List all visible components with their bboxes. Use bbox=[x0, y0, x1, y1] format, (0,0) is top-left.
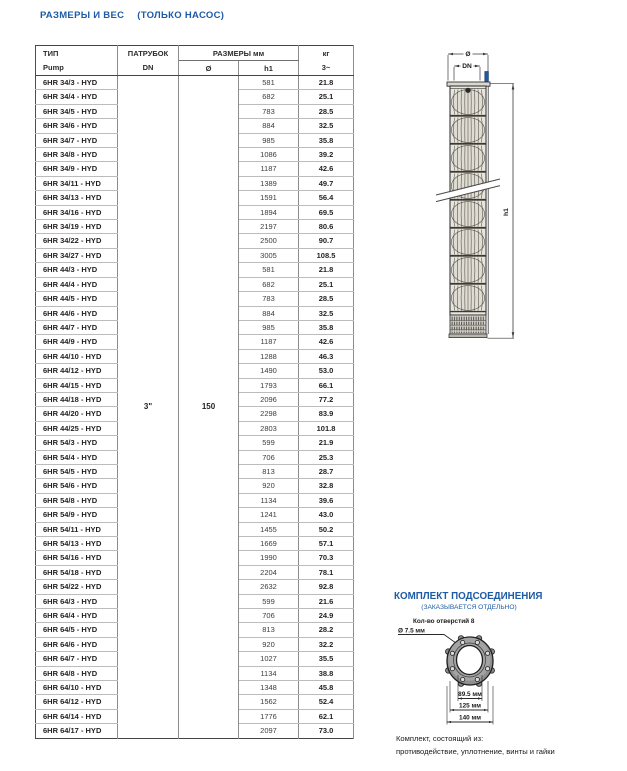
h1-value: 1793 bbox=[239, 378, 299, 392]
pump-model: 6HR 44/5 - HYD bbox=[36, 292, 118, 306]
kg-value: 66.1 bbox=[299, 378, 354, 392]
header-sizes: РАЗМЕРЫ мм bbox=[179, 46, 299, 61]
h1-value: 1134 bbox=[239, 666, 299, 680]
h1-value: 783 bbox=[239, 104, 299, 118]
kg-value: 24.9 bbox=[299, 609, 354, 623]
h1-value: 1348 bbox=[239, 681, 299, 695]
pump-model: 6HR 44/9 - HYD bbox=[36, 335, 118, 349]
kit-title: КОМПЛЕКТ ПОДСОЕДИНЕНИЯ bbox=[394, 591, 543, 602]
h1-value: 3005 bbox=[239, 248, 299, 262]
h1-value: 1669 bbox=[239, 537, 299, 551]
dn-label: DN bbox=[462, 63, 472, 71]
h1-value: 1241 bbox=[239, 508, 299, 522]
kg-value: 69.5 bbox=[299, 205, 354, 219]
kit-dim-mid: 125 мм bbox=[459, 702, 481, 710]
table-row bbox=[36, 76, 354, 90]
flange-ring bbox=[446, 636, 495, 687]
h1-value: 2096 bbox=[239, 392, 299, 406]
kg-value: 78.1 bbox=[299, 565, 354, 579]
h1-value: 1455 bbox=[239, 522, 299, 536]
h1-value: 1591 bbox=[239, 191, 299, 205]
kg-value: 42.6 bbox=[299, 162, 354, 176]
page-title-suffix: (ТОЛЬКО НАСОС) bbox=[137, 10, 225, 21]
h1-label: h1 bbox=[503, 208, 510, 216]
pump-model: 6HR 54/16 - HYD bbox=[36, 551, 118, 565]
h1-value: 2197 bbox=[239, 220, 299, 234]
suction-strainer bbox=[449, 315, 487, 338]
pump-model: 6HR 34/5 - HYD bbox=[36, 104, 118, 118]
pump-model: 6HR 34/7 - HYD bbox=[36, 133, 118, 147]
kg-value: 108.5 bbox=[299, 248, 354, 262]
kg-value: 50.2 bbox=[299, 522, 354, 536]
cable-guard bbox=[485, 72, 489, 82]
pump-model: 6HR 44/6 - HYD bbox=[36, 306, 118, 320]
h1-value: 884 bbox=[239, 119, 299, 133]
table-header bbox=[36, 46, 354, 76]
pump-model: 6HR 34/6 - HYD bbox=[36, 119, 118, 133]
header-dn-sub: DN bbox=[142, 63, 154, 72]
pump-model: 6HR 34/13 - HYD bbox=[36, 191, 118, 205]
h1-value: 2803 bbox=[239, 421, 299, 435]
kg-value: 25.1 bbox=[299, 90, 354, 104]
pump-model: 6HR 34/11 - HYD bbox=[36, 176, 118, 190]
h1-value: 1776 bbox=[239, 709, 299, 723]
h1-value: 1562 bbox=[239, 695, 299, 709]
kit-holes-label: Кол-во отверстий 8 bbox=[413, 618, 475, 625]
kit-subtitle: (ЗАКАЗЫВАЕТСЯ ОТДЕЛЬНО) bbox=[421, 604, 517, 611]
kg-value: 21.8 bbox=[299, 76, 354, 90]
kg-value: 90.7 bbox=[299, 234, 354, 248]
kg-value: 35.8 bbox=[299, 133, 354, 147]
pump-model: 6HR 64/10 - HYD bbox=[36, 681, 118, 695]
kg-value: 32.2 bbox=[299, 637, 354, 651]
kg-value: 21.9 bbox=[299, 436, 354, 450]
kg-value: 25.3 bbox=[299, 450, 354, 464]
header-h1: h1 bbox=[239, 61, 299, 76]
pump-model: 6HR 44/12 - HYD bbox=[36, 364, 118, 378]
h1-value: 682 bbox=[239, 90, 299, 104]
h1-value: 682 bbox=[239, 277, 299, 291]
pump-model: 6HR 54/8 - HYD bbox=[36, 493, 118, 507]
header-kg-phase: 3~ bbox=[321, 63, 331, 72]
kg-value: 28.5 bbox=[299, 104, 354, 118]
kg-value: 28.7 bbox=[299, 464, 354, 478]
pump-body bbox=[450, 86, 488, 334]
diameter-label: Ø bbox=[465, 51, 471, 59]
pump-model: 6HR 64/14 - HYD bbox=[36, 709, 118, 723]
header-dn bbox=[118, 46, 179, 76]
h1-value: 1187 bbox=[239, 335, 299, 349]
diameter-value: 150 bbox=[179, 76, 239, 739]
kg-value: 56.4 bbox=[299, 191, 354, 205]
h1-value: 2097 bbox=[239, 724, 299, 738]
kg-value: 77.2 bbox=[299, 392, 354, 406]
h1-value: 581 bbox=[239, 263, 299, 277]
pump-model: 6HR 44/3 - HYD bbox=[36, 263, 118, 277]
pump-model: 6HR 34/27 - HYD bbox=[36, 248, 118, 262]
kg-value: 39.6 bbox=[299, 493, 354, 507]
h1-value: 706 bbox=[239, 609, 299, 623]
h1-value: 985 bbox=[239, 320, 299, 334]
kg-value: 32.8 bbox=[299, 479, 354, 493]
kit-dim-inner: 89.5 мм bbox=[458, 691, 482, 698]
pump-model: 6HR 34/22 - HYD bbox=[36, 234, 118, 248]
header-type-ru: ТИП bbox=[43, 49, 59, 58]
h1-value: 2500 bbox=[239, 234, 299, 248]
kg-value: 70.3 bbox=[299, 551, 354, 565]
h1-value: 813 bbox=[239, 464, 299, 478]
kg-value: 25.1 bbox=[299, 277, 354, 291]
kg-value: 46.3 bbox=[299, 349, 354, 363]
kit-note-line2: противодействие, уплотнение, винты и гайки bbox=[396, 746, 555, 756]
h1-dimension bbox=[488, 84, 515, 339]
h1-value: 920 bbox=[239, 637, 299, 651]
pump-model: 6HR 54/5 - HYD bbox=[36, 464, 118, 478]
h1-value: 599 bbox=[239, 594, 299, 608]
pump-model: 6HR 64/12 - HYD bbox=[36, 695, 118, 709]
pump-model: 6HR 54/13 - HYD bbox=[36, 537, 118, 551]
pump-model: 6HR 34/9 - HYD bbox=[36, 162, 118, 176]
pump-model: 6HR 34/19 - HYD bbox=[36, 220, 118, 234]
pump-model: 6HR 64/5 - HYD bbox=[36, 623, 118, 637]
h1-value: 1894 bbox=[239, 205, 299, 219]
pump-model: 6HR 64/8 - HYD bbox=[36, 666, 118, 680]
kit-note-line1: Комплект, состоящий из: bbox=[396, 734, 484, 743]
pump-model: 6HR 54/18 - HYD bbox=[36, 565, 118, 579]
h1-value: 581 bbox=[239, 76, 299, 90]
kg-value: 43.0 bbox=[299, 508, 354, 522]
pump-model: 6HR 44/20 - HYD bbox=[36, 407, 118, 421]
dimensions-weight-table bbox=[35, 45, 354, 739]
pump-model: 6HR 54/11 - HYD bbox=[36, 522, 118, 536]
pump-table-body bbox=[36, 76, 354, 739]
pump-model: 6HR 54/3 - HYD bbox=[36, 436, 118, 450]
h1-value: 1288 bbox=[239, 349, 299, 363]
kg-value: 35.8 bbox=[299, 320, 354, 334]
kg-value: 80.6 bbox=[299, 220, 354, 234]
pump-model: 6HR 34/3 - HYD bbox=[36, 76, 118, 90]
pump-model: 6HR 64/7 - HYD bbox=[36, 652, 118, 666]
kg-value: 28.2 bbox=[299, 623, 354, 637]
h1-value: 813 bbox=[239, 623, 299, 637]
kit-dim-outer: 140 мм bbox=[459, 714, 481, 722]
kit-drawing bbox=[394, 615, 566, 733]
header-diameter: Ø bbox=[179, 61, 239, 76]
page-title-main: РАЗМЕРЫ И ВЕС bbox=[40, 10, 125, 21]
pump-model: 6HR 54/22 - HYD bbox=[36, 580, 118, 594]
h1-value: 1990 bbox=[239, 551, 299, 565]
pump-drawing bbox=[420, 42, 540, 347]
kg-value: 62.1 bbox=[299, 709, 354, 723]
pump-model: 6HR 64/17 - HYD bbox=[36, 724, 118, 738]
pump-model: 6HR 44/15 - HYD bbox=[36, 378, 118, 392]
kg-value: 38.8 bbox=[299, 666, 354, 680]
cable-entry bbox=[465, 88, 470, 93]
header-type bbox=[36, 46, 118, 76]
kg-value: 52.4 bbox=[299, 695, 354, 709]
pump-model: 6HR 44/7 - HYD bbox=[36, 320, 118, 334]
dn-value: 3" bbox=[118, 76, 179, 739]
h1-value: 706 bbox=[239, 450, 299, 464]
header-type-en: Pump bbox=[43, 63, 64, 72]
h1-value: 1187 bbox=[239, 162, 299, 176]
kg-value: 32.5 bbox=[299, 306, 354, 320]
h1-value: 985 bbox=[239, 133, 299, 147]
pump-model: 6HR 44/4 - HYD bbox=[36, 277, 118, 291]
pump-model: 6HR 64/3 - HYD bbox=[36, 594, 118, 608]
header-dn-ru: ПАТРУБОК bbox=[127, 49, 169, 58]
h1-value: 599 bbox=[239, 436, 299, 450]
header-kg bbox=[299, 46, 354, 76]
h1-value: 1027 bbox=[239, 652, 299, 666]
h1-value: 1086 bbox=[239, 148, 299, 162]
kg-value: 21.6 bbox=[299, 594, 354, 608]
pump-model: 6HR 34/4 - HYD bbox=[36, 90, 118, 104]
pump-model: 6HR 54/9 - HYD bbox=[36, 508, 118, 522]
kg-value: 83.9 bbox=[299, 407, 354, 421]
kg-value: 32.5 bbox=[299, 119, 354, 133]
h1-value: 2632 bbox=[239, 580, 299, 594]
pump-model: 6HR 64/6 - HYD bbox=[36, 637, 118, 651]
kg-value: 53.0 bbox=[299, 364, 354, 378]
pump-model: 6HR 34/16 - HYD bbox=[36, 205, 118, 219]
h1-value: 1134 bbox=[239, 493, 299, 507]
kg-value: 39.2 bbox=[299, 148, 354, 162]
header-kg-ru: кг bbox=[322, 49, 330, 58]
pump-model: 6HR 34/8 - HYD bbox=[36, 148, 118, 162]
kg-value: 57.1 bbox=[299, 537, 354, 551]
kit-holes-diameter: Ø 7.5 мм bbox=[398, 627, 425, 635]
pump-model: 6HR 44/25 - HYD bbox=[36, 421, 118, 435]
pump-model: 6HR 44/10 - HYD bbox=[36, 349, 118, 363]
h1-value: 1490 bbox=[239, 364, 299, 378]
kg-value: 92.8 bbox=[299, 580, 354, 594]
h1-value: 783 bbox=[239, 292, 299, 306]
kg-value: 49.7 bbox=[299, 176, 354, 190]
kg-value: 73.0 bbox=[299, 724, 354, 738]
kg-value: 28.5 bbox=[299, 292, 354, 306]
kg-value: 42.6 bbox=[299, 335, 354, 349]
h1-value: 2298 bbox=[239, 407, 299, 421]
h1-value: 1389 bbox=[239, 176, 299, 190]
page-title bbox=[40, 10, 224, 21]
h1-value: 2204 bbox=[239, 565, 299, 579]
kit-heading bbox=[394, 591, 576, 611]
pump-model: 6HR 54/4 - HYD bbox=[36, 450, 118, 464]
pump-model: 6HR 64/4 - HYD bbox=[36, 609, 118, 623]
kg-value: 101.8 bbox=[299, 421, 354, 435]
kg-value: 35.5 bbox=[299, 652, 354, 666]
h1-value: 920 bbox=[239, 479, 299, 493]
h1-value: 884 bbox=[239, 306, 299, 320]
pump-model: 6HR 54/6 - HYD bbox=[36, 479, 118, 493]
kg-value: 45.8 bbox=[299, 681, 354, 695]
kg-value: 21.8 bbox=[299, 263, 354, 277]
pump-model: 6HR 44/18 - HYD bbox=[36, 392, 118, 406]
leader-line bbox=[398, 635, 458, 645]
kit-note bbox=[396, 733, 555, 758]
